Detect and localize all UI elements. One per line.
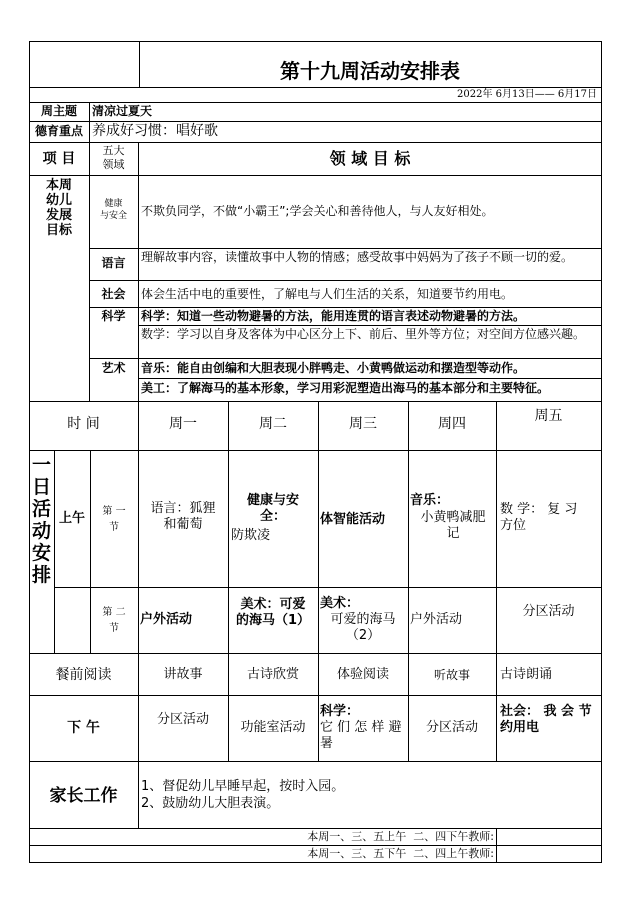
p2-fri: 分区活动 [522,604,575,619]
day-tue: 周二 [259,416,287,432]
goal-domain-language: 语言 [101,256,126,270]
goal-text-science: 科学：知道一些动物避暑的方法，能用连贯的语言表述动物避暑的方法。 [141,309,526,323]
goal-domain-science: 科学 [101,309,126,323]
reading-label: 餐前阅读 [55,667,112,683]
p1-tue-extra: 防欺凌 [231,528,271,543]
p1-fri: 数 学： 复 习 方位 [500,502,578,533]
p1-mon: 语言：狐狸 和葡萄 [150,501,216,532]
daily-arrangement-label: 一 日 活 动 安 排 [31,454,51,586]
parents-label: 家长工作 [49,786,118,806]
afternoon-thu: 分区活动 [425,720,478,735]
goal-text-health: 不欺负同学，不做“小霸王”;学会关心和善待他人，与人友好相处。 [141,204,494,218]
p1-thu: 音乐： [410,493,450,508]
day-thu: 周四 [438,416,466,432]
header-goals: 领 域 目 标 [329,149,411,168]
reading-mon: 讲故事 [163,667,203,682]
p2-tue: 美术：可爱 的海马（1） [235,597,311,628]
header-item: 项 目 [42,151,76,167]
period2-label: 第 二 节 [102,607,126,634]
afternoon-label: 下 午 [67,720,100,736]
p2-wed: 美术： [320,596,360,611]
day-wed: 周三 [349,416,377,432]
afternoon-fri: 社会： 我 会 节 约用电 [500,704,592,735]
reading-fri: 古诗朗诵 [500,667,553,682]
goal-domain-art: 艺术 [101,361,126,375]
header-domains: 五大 领域 [102,144,125,171]
goal-domain-health: 健康 与安全 [99,199,127,221]
goal-text-social: 体会生活中电的重要性，了解电与人们生活的关系，知道要节约用电。 [141,287,514,301]
p1-wed: 体智能活动 [320,512,386,527]
parents-item-1: 1、督促幼儿早睡早起，按时入园。 [141,779,345,794]
time-label: 时 间 [67,416,100,432]
morning-label: 上午 [58,511,85,526]
goal-domain-social: 社会 [101,287,126,301]
parents-item-2: 2、鼓励幼儿大胆表演。 [141,796,280,811]
goal-text-music: 音乐：能自由创编和大胆表现小胖鸭走、小黄鸭做运动和摆造型等动作。 [141,361,526,375]
goal-text-artwork: 美工：了解海马的基本形象，学习用彩泥塑造出海马的基本部分和主要特征。 [141,381,550,395]
page-title: 第十九周活动安排表 [280,59,460,83]
dev-goals-label: 本周 幼儿 发展 目标 [45,178,72,238]
day-mon: 周一 [169,416,197,432]
theme-label: 周主题 [40,104,77,118]
moral-value: 养成好习惯：唱好歌 [92,123,218,139]
afternoon-wed: 科学： [320,704,360,719]
reading-wed: 体验阅读 [336,667,389,682]
day-fri: 周五 [534,408,563,424]
reading-thu: 听故事 [433,668,470,682]
period1-label: 第 一 节 [102,506,126,533]
p1-tue: 健康与安 全： [246,493,299,524]
afternoon-wed-extra: 它 们 怎 样 避 暑 [320,720,402,751]
p1-thu-extra: 小黄鸭减肥 记 [420,510,486,541]
goal-text-language: 理解故事内容，读懂故事中人物的情感；感受故事中妈妈为了孩子不顾一切的爱。 [141,250,574,264]
date-range: 2022年 6月13日—— 6月17日 [457,89,597,100]
teacher-row-1: 本周一、三、五上午 二、四下午教师: [307,830,494,843]
p2-thu: 户外活动 [410,612,463,627]
reading-tue: 古诗欣赏 [246,667,299,682]
afternoon-mon: 分区活动 [156,712,209,727]
moral-label: 德育重点 [34,124,83,138]
afternoon-tue: 功能室活动 [240,720,306,735]
p2-wed-extra: 可爱的海马 （2） [330,612,396,643]
goal-text-math: 数学：学习以自身及客体为中心区分上下、前后、里外等方位；对空间方位感兴趣。 [141,327,586,341]
theme-value: 清凉过夏天 [92,104,153,118]
teacher-row-2: 本周一、三、五下午 二、四上午教师: [307,847,494,860]
p2-mon: 户外活动 [140,612,193,627]
